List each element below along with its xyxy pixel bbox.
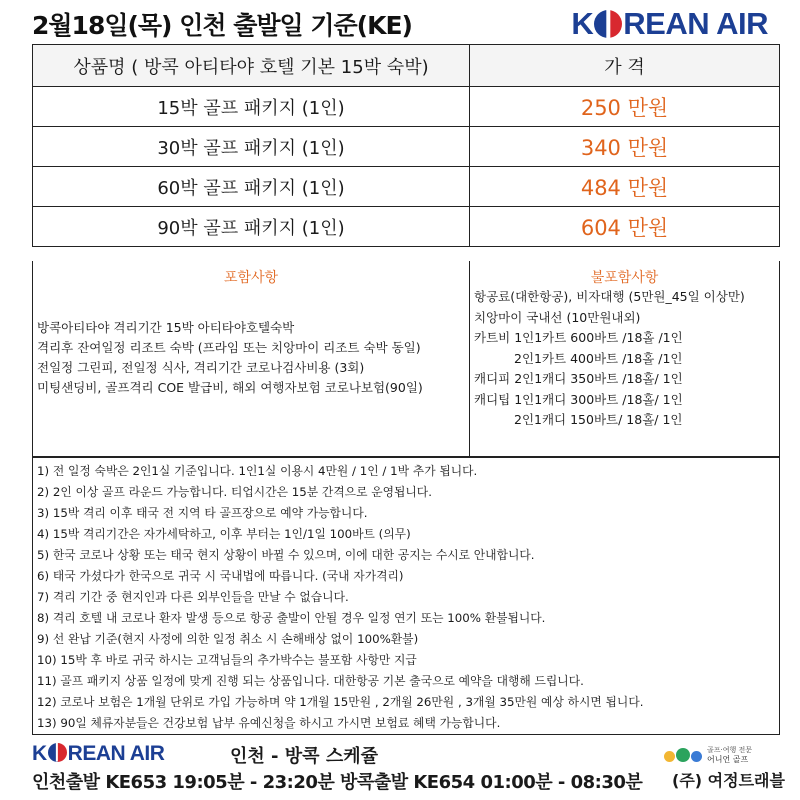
korean-air-logo-footer: K REAN AIR [32,742,165,765]
agency-logo [664,743,780,767]
table-row [33,127,780,167]
excluded-title: 불포함사항 [590,270,659,286]
page-title: 2월18일(목) 인천 출발일 기준(KE) [32,11,412,40]
korean-air-taeguk-icon [48,743,67,762]
note-item: 9) 선 완납 기준(현지 사정에 의한 일정 취소 시 손해배상 없이 100%환불) [37,632,419,646]
korean-air-taeguk-icon [594,10,622,38]
agency-logo-icon [664,748,703,762]
table-row [33,167,780,207]
list-item: 카트비 1인1카트 600바트 /18홀 /1인 [474,330,683,345]
list-item: 전일정 그린피, 전일정 식사, 격리기간 코로나검사비용 (3회) [37,360,365,375]
note-item: 6) 태국 가셨다가 한국으로 귀국 시 국내법에 따릅니다. (국내 자가격리) [37,569,404,583]
note-item: 2) 2인 이상 골프 라운드 가능합니다. 티업시간은 15분 간격으로 운영됩니다. [37,485,432,499]
list-item: 격리후 잔여일정 리조트 숙박 (프라임 또는 치앙마이 리조트 숙박 동일) [37,340,421,355]
package-price: 604 만원 [470,207,780,247]
list-item: 캐디피 2인1캐디 350바트 /18홀/ 1인 [474,371,683,386]
note-item: 8) 격리 호텔 내 코로나 환자 발생 등으로 항공 출발이 안될 경우 일정 연기 또는 100% 환불됩니다. [37,611,546,625]
package-name: 60박 골프 패키지 (1인) [33,167,470,207]
package-name: 30박 골프 패키지 (1인) [33,127,470,167]
list-item: 미팅샌딩비, 골프격리 COE 발급비, 해외 여행자보험 코로나보험(90일) [37,380,423,395]
package-price: 484 만원 [470,167,780,207]
list-item: 2인1캐디 150바트/ 18홀/ 1인 [514,412,683,427]
table-row [33,207,780,247]
package-price: 340 만원 [470,127,780,167]
price-table [32,44,780,247]
included-list [37,318,423,398]
price-column-header: 가 격 [470,45,780,87]
note-item: 3) 15박 격리 이후 태국 전 지역 타 골프장으로 예약 가능합니다. [37,506,368,520]
excluded-list [474,287,745,431]
included-title: 포함사항 [223,270,279,286]
agency-logo-text: 어니언 골프 [707,755,749,764]
list-item: 치앙마이 국내선 (10만원내외) [474,309,641,325]
list-item: 2인1카트 400바트 /18홀 /1인 [514,350,683,366]
note-item: 10) 15박 후 바로 귀국 하시는 고객님들의 추가박수는 불포함 사항만 지급 [37,653,417,667]
note-item: 7) 격리 기간 중 현지인과 다른 외부인들을 만날 수 없습니다. [37,590,349,604]
agency-logo-tagline: 골프·여행 전문 [707,746,753,754]
excluded-box [470,261,779,456]
note-item: 11) 골프 패키지 상품 일정에 맞게 진행 되는 상품입니다. 대한항공 기본 출국으로 예약을 대행해 드립니다. [37,674,584,688]
package-name: 15박 골프 패키지 (1인) [33,87,470,127]
product-column-header: 상품명 ( 방콕 아티타야 호텔 기본 15박 숙박) [33,45,470,87]
korean-air-logo: K REAN AIR [571,6,768,41]
package-name: 90박 골프 패키지 (1인) [33,207,470,247]
note-item: 12) 코로나 보험은 1개월 단위로 가입 가능하며 약 1개월 15만원 , 2개월 26만원 , 3개월 35만원 예상 하시면 됩니다. [37,695,644,709]
list-item: 방콕아티타야 격리기간 15박 아티타야호텔숙박 [37,320,295,335]
flight-schedule: 인천출발 KE653 19:05분 - 23:20분 방콕출발 KE654 01:00분 - 08:30분 [32,772,643,793]
price-table-header [33,45,780,87]
notes-box [32,457,780,735]
note-item: 4) 15박 격리기간은 자가세탁하고, 이후 부터는 1인/1일 100바트 (의무) [37,527,411,541]
inclusions-section [32,261,780,457]
note-item: 5) 한국 코로나 상황 또는 태국 현지 상황이 바뀔 수 있으며, 이에 대한 공지는 수시로 안내합니다. [37,548,535,562]
list-item: 항공료(대한항공), 비자대행 (5만원_45일 이상만) [474,289,745,304]
note-item: 13) 90일 체류자분들은 건강보험 납부 유예신청을 하시고 가시면 보험료 혜택 가능합니다. [37,716,501,730]
note-item: 1) 전 일정 숙박은 2인1실 기준입니다. 1인1실 이용시 4만원 / 1인 / 1박 추가 됩니다. [37,464,478,478]
list-item: 캐디팁 1인1캐디 300바트 /18홀/ 1인 [474,391,683,407]
agency-name: (주) 여정트래블 [672,771,785,790]
schedule-title: 인천 - 방콕 스케쥴 [230,746,378,767]
included-box [33,261,470,456]
table-row [33,87,780,127]
package-price: 250 만원 [470,87,780,127]
